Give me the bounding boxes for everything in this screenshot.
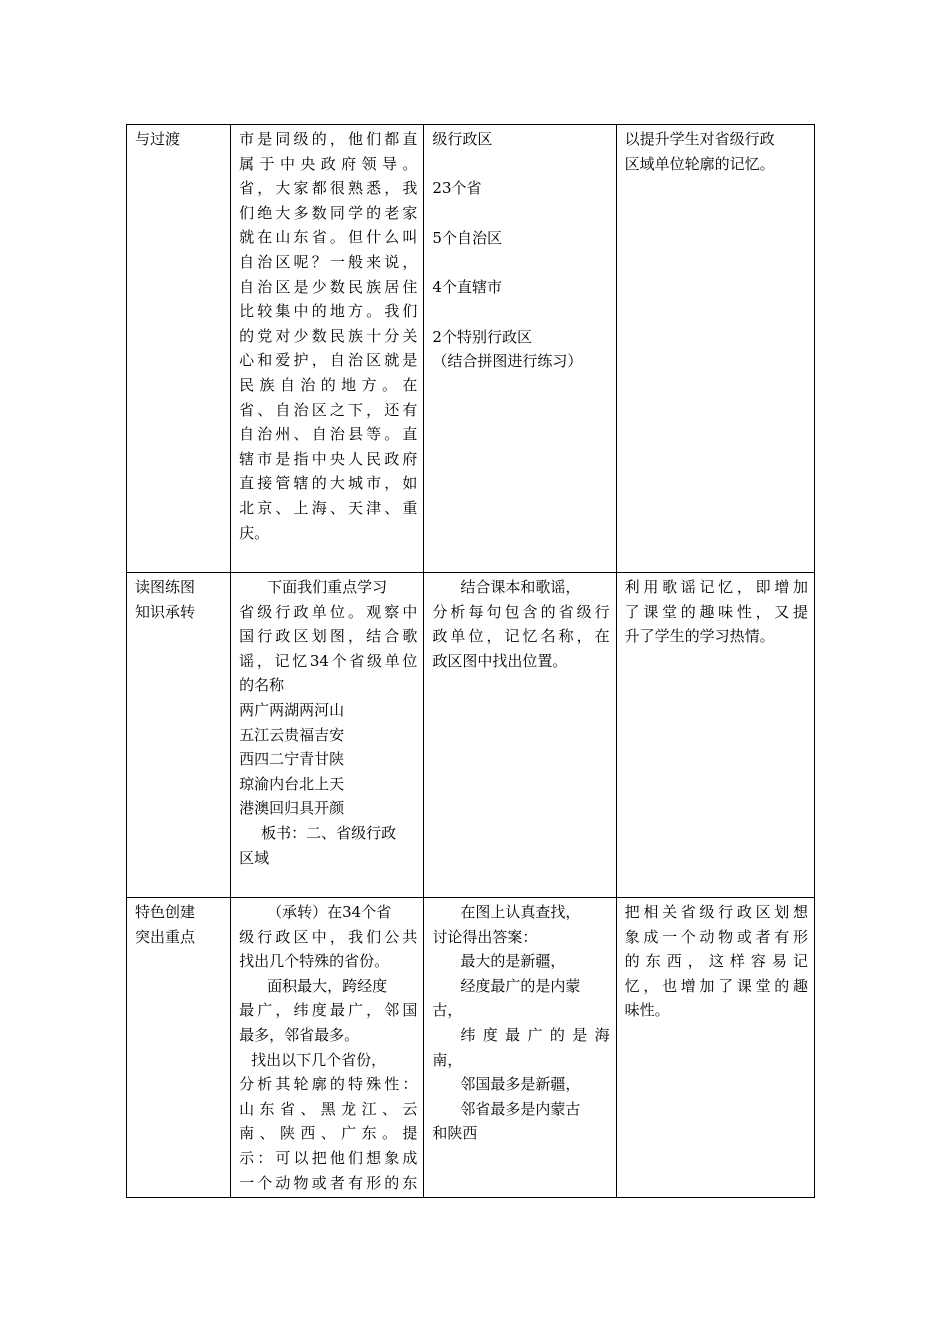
- text-line: 们绝大多数同学的老家: [239, 203, 418, 222]
- design-intent-cell: [616, 573, 814, 898]
- text-line: 庆。: [239, 523, 270, 542]
- text-line: 找出以下几个省份，: [251, 1050, 387, 1069]
- text-line: 一个动物或者有形的东: [239, 1173, 418, 1192]
- text-line: 的名称: [239, 676, 285, 695]
- table-row: [127, 573, 815, 898]
- stage-text: 与过渡: [135, 130, 181, 148]
- text-line: 省级行政单位。观察中: [239, 602, 418, 621]
- text-line: 谣，记忆34个省级单位: [239, 651, 418, 670]
- text-line: 的东西，这样容易记: [624, 952, 808, 971]
- text-line: 找出几个特殊的省份。: [239, 952, 390, 971]
- text-line: 政区图中找出位置。: [432, 651, 568, 670]
- text-line: 心和爱护，自治区就是: [239, 351, 418, 370]
- text-line: 了课堂的趣味性，又提: [624, 602, 808, 621]
- text-line: 升了学生的学习热情。: [624, 627, 775, 646]
- text-line: 分析其轮廓的特殊性：: [239, 1075, 418, 1094]
- text-line: 山东省、黑龙江、云: [239, 1099, 418, 1118]
- student-activity-cell: [424, 573, 616, 898]
- text-line: 属于中央政府领导。: [239, 154, 418, 173]
- text-line: 下面我们重点学习: [267, 578, 388, 596]
- song-line: 两广两湖两河山: [239, 700, 345, 719]
- table-row: [127, 125, 815, 573]
- stage-text: 特色创建: [135, 903, 196, 921]
- text-line: 古，: [432, 1001, 463, 1020]
- text-line: 板书：二、省级行政: [261, 823, 397, 842]
- teacher-activity-cell: [231, 125, 424, 573]
- text-line: 级行政区: [432, 130, 493, 148]
- stage-cell: [127, 573, 231, 898]
- design-intent-cell: [616, 898, 814, 1198]
- text-line: 南、陕西、广东。提: [239, 1124, 418, 1143]
- text-line: 省、自治区之下，还有: [239, 400, 418, 419]
- text-line: 示：可以把他们想象成: [239, 1148, 418, 1167]
- text-line: （承转）在34个省: [267, 903, 392, 921]
- table-row: [127, 898, 815, 1198]
- text-line: 民族自治的地方。在: [239, 375, 418, 394]
- text-line: 邻省最多是内蒙古: [460, 1099, 581, 1118]
- text-line: 利用歌谣记忆，即增加: [624, 578, 808, 596]
- text-line: 在图上认真查找，: [460, 903, 581, 921]
- text-line: 把相关省级行政区划想: [624, 903, 808, 921]
- text-line: 自治区呢？一般来说，: [239, 252, 418, 271]
- text-line: 比较集中的地方。我们: [239, 302, 418, 321]
- student-activity-cell: [424, 125, 616, 573]
- text-line: 以提升学生对省级行政: [624, 130, 775, 148]
- text-line: 面积最大，跨经度: [267, 976, 388, 995]
- text-line: 经度最广的是内蒙: [460, 976, 581, 995]
- text-line: 的党对少数民族十分关: [239, 326, 418, 345]
- text-line: 23个省: [432, 179, 482, 198]
- stage-text: 知识承转: [135, 602, 196, 621]
- text-line: 北京、上海、天津、重: [239, 498, 418, 517]
- stage-cell: [127, 898, 231, 1198]
- teacher-activity-cell: [231, 898, 424, 1198]
- student-activity-cell: [424, 898, 616, 1198]
- text-line: 区域: [239, 848, 270, 867]
- text-line: 5个自治区: [432, 228, 502, 247]
- text-line: 象成一个动物或者有形: [624, 927, 808, 946]
- text-line: 忆，也增加了课堂的趣: [624, 976, 808, 995]
- text-line: 最广，纬度最广，邻国: [239, 1001, 418, 1020]
- text-line: 自治州、自治县等。直: [239, 425, 418, 444]
- text-line: 纬度最广的是海: [460, 1025, 610, 1044]
- stage-cell: [127, 125, 231, 573]
- text-line: 自治区是少数民族居住: [239, 277, 418, 296]
- text-line: 直接管辖的大城市，如: [239, 474, 418, 493]
- stage-text: 突出重点: [135, 927, 196, 946]
- text-line: 最大的是新疆，: [460, 952, 566, 971]
- text-line: 市是同级的，他们都直: [239, 130, 418, 148]
- song-line: 西四二宁青甘陕: [239, 750, 345, 769]
- stage-text: 读图练图: [135, 578, 196, 596]
- text-line: 级行政区中，我们公共: [239, 927, 418, 946]
- text-line: 区域单位轮廓的记忆。: [624, 154, 775, 173]
- text-line: 4个直辖市: [432, 278, 502, 297]
- teacher-activity-cell: [231, 573, 424, 898]
- song-line: 五江云贵福吉安: [239, 725, 345, 744]
- text-line: 南，: [432, 1050, 463, 1069]
- song-line: 港澳回归具开颜: [239, 799, 345, 818]
- text-line: 分析每句包含的省级行: [432, 602, 610, 621]
- lesson-plan-table: [126, 124, 815, 1198]
- text-line: 辖市是指中央人民政府: [239, 449, 418, 468]
- song-line: 琼渝内台北上天: [239, 774, 345, 793]
- text-line: 政单位，记忆名称，在: [432, 627, 610, 646]
- text-line: 就在山东省。但什么叫: [239, 228, 418, 247]
- text-line: 结合课本和歌谣，: [460, 578, 581, 596]
- text-line: 味性。: [624, 1001, 670, 1020]
- text-line: 讨论得出答案：: [432, 927, 538, 946]
- text-line: 2个特别行政区: [432, 327, 532, 346]
- text-line: （结合拼图进行练习）: [432, 352, 583, 371]
- text-line: 和陕西: [432, 1124, 478, 1143]
- text-line: 最多，邻省最多。: [239, 1025, 360, 1044]
- design-intent-cell: [616, 125, 814, 573]
- text-line: 省，大家都很熟悉，我: [239, 179, 418, 198]
- text-line: 邻国最多是新疆，: [460, 1075, 581, 1094]
- text-line: 国行政区划图，结合歌: [239, 627, 418, 646]
